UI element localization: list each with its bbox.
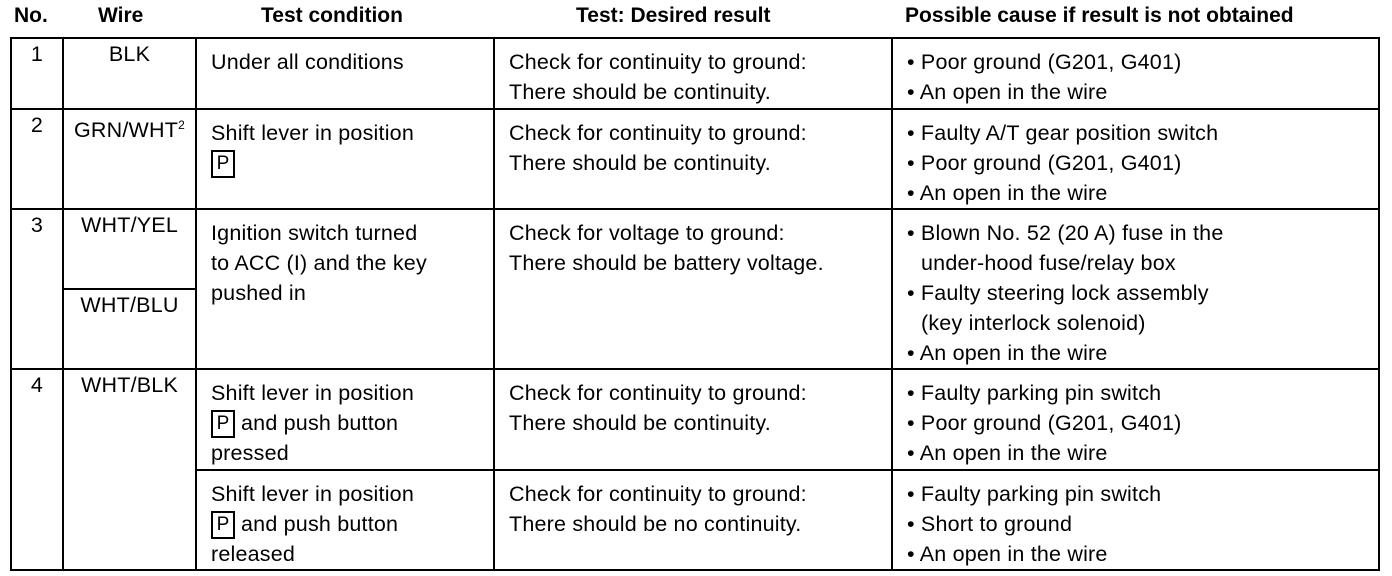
result-line: There should be battery voltage.: [509, 251, 824, 275]
condition-line: and push button: [241, 512, 399, 536]
desired-result: [494, 109, 892, 209]
cause-item: • Poor ground (G201, G401): [907, 151, 1182, 175]
possible-cause: [892, 369, 1379, 470]
wire-label: GRN/WHT: [74, 118, 179, 143]
possible-cause: [892, 38, 1379, 109]
desired-result: [494, 470, 892, 570]
table-row: [11, 109, 1379, 209]
result-line: There should be continuity.: [509, 80, 771, 104]
cause-item: • An open in the wire: [907, 181, 1108, 205]
wire-color: WHT/BLU: [63, 289, 196, 369]
cause-item: • An open in the wire: [907, 441, 1108, 465]
row-number: 3: [11, 209, 63, 369]
condition-line: and push button: [241, 411, 399, 435]
possible-cause: [892, 470, 1379, 570]
result-line: There should be no continuity.: [509, 512, 802, 536]
test-condition: [196, 38, 494, 109]
cause-item: • Blown No. 52 (20 A) fuse in the: [907, 221, 1224, 245]
wire-color: WHT/YEL: [63, 209, 196, 289]
result-line: Check for continuity to ground:: [509, 121, 807, 145]
condition-line: released: [211, 542, 296, 567]
table-row: [11, 209, 1379, 289]
troubleshooting-table: [10, 37, 1380, 571]
cause-item: • Poor ground (G201, G401): [907, 411, 1182, 435]
test-condition: [196, 369, 494, 470]
header-no: No.: [14, 4, 48, 27]
condition-line: to ACC (I) and the key: [211, 251, 427, 275]
wire-color: [63, 109, 196, 209]
table-row: [11, 470, 1379, 570]
wire-color: WHT/BLK: [63, 369, 196, 570]
condition-line: Shift lever in position: [211, 381, 414, 405]
row-number: 4: [11, 369, 63, 570]
condition-line: Shift lever in position: [211, 121, 414, 145]
header-wire: Wire: [98, 4, 144, 27]
cause-item: • An open in the wire: [907, 341, 1108, 365]
park-position-symbol: P: [211, 511, 235, 539]
cause-item: • Poor ground (G201, G401): [907, 50, 1182, 74]
desired-result: [494, 38, 892, 109]
cause-item: under-hood fuse/relay box: [921, 251, 1176, 275]
condition-line: pressed: [211, 441, 289, 466]
header-test-condition: Test condition: [261, 4, 403, 27]
footnote-marker: 2: [178, 118, 185, 132]
result-line: Check for continuity to ground:: [509, 381, 807, 405]
row-number: 1: [11, 38, 63, 109]
header-desired-result: Test: Desired result: [576, 4, 771, 27]
test-condition: [196, 209, 494, 369]
table-row: [11, 38, 1379, 109]
cause-item: • Faulty A/T gear position switch: [907, 121, 1219, 145]
header-possible-cause: Possible cause if result is not obtained: [905, 4, 1294, 27]
result-line: Check for continuity to ground:: [509, 482, 807, 506]
result-line: Check for continuity to ground:: [509, 50, 807, 74]
wire-color: BLK: [63, 38, 196, 109]
table-row: [11, 369, 1379, 470]
condition-line: Ignition switch turned: [211, 221, 418, 245]
cause-item: • Short to ground: [907, 512, 1073, 536]
test-condition: [196, 109, 494, 209]
cause-item: • Faulty parking pin switch: [907, 482, 1162, 506]
desired-result: [494, 209, 892, 369]
condition-line: pushed in: [211, 281, 307, 305]
possible-cause: [892, 209, 1379, 369]
cause-item: (key interlock solenoid): [921, 311, 1146, 335]
test-condition: [196, 470, 494, 570]
cause-item: • Faulty steering lock assembly: [907, 281, 1209, 305]
condition-line: Under all conditions: [211, 50, 404, 74]
result-line: There should be continuity.: [509, 151, 771, 175]
result-line: There should be continuity.: [509, 411, 771, 435]
cause-item: • Faulty parking pin switch: [907, 381, 1162, 405]
cause-item: • An open in the wire: [907, 80, 1108, 104]
desired-result: [494, 369, 892, 470]
park-position-symbol: P: [211, 150, 235, 178]
condition-line: Shift lever in position: [211, 482, 414, 506]
row-number: 2: [11, 109, 63, 209]
park-position-symbol: P: [211, 410, 235, 438]
result-line: Check for voltage to ground:: [509, 221, 785, 245]
cause-item: • An open in the wire: [907, 542, 1108, 566]
possible-cause: [892, 109, 1379, 209]
